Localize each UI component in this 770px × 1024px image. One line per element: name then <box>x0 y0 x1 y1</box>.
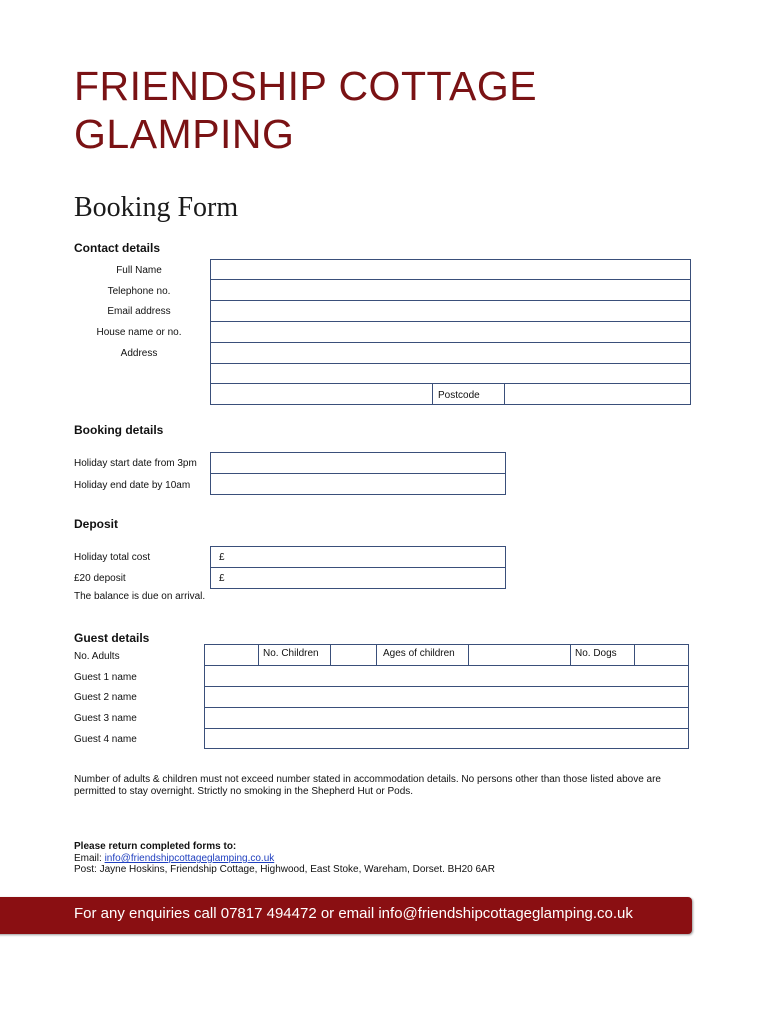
address-postcode-row <box>210 383 691 405</box>
email-field[interactable] <box>210 300 691 322</box>
guest-details-heading: Guest details <box>74 631 150 645</box>
return-email-link[interactable]: info@friendshipcottageglamping.co.uk <box>104 853 275 864</box>
guest-row-divider-3 <box>376 645 377 665</box>
page-title <box>74 62 674 158</box>
total-cost-currency: £ <box>219 552 225 563</box>
full-name-field[interactable] <box>210 259 691 280</box>
title-line-2: GLAMPING <box>74 111 295 157</box>
dogs-field[interactable] <box>635 645 688 665</box>
adults-label: No. Adults <box>74 651 120 662</box>
address-field-line-2[interactable] <box>210 363 691 384</box>
return-email-label: Email: <box>74 853 105 864</box>
occupancy-rules-note: Number of adults & children must not exceed number stated in accommodation details. No persons other than those listed above are permitted to stay overnight. Strictly no smoking in the Shepherd Hut or Pods. <box>74 774 661 797</box>
guest-3-field[interactable] <box>204 707 689 729</box>
deposit-amount-label: £20 deposit <box>74 573 126 584</box>
guest-1-label: Guest 1 name <box>74 672 137 683</box>
form-subtitle: Booking Form <box>74 192 239 223</box>
ages-label: Ages of children <box>383 648 455 659</box>
footer-enquiries-text: For any enquiries call 07817 494472 or email info@friendshipcottageglamping.co.uk <box>74 905 633 922</box>
contact-details-heading: Contact details <box>74 241 161 255</box>
guest-row-divider-1 <box>258 645 259 665</box>
start-date-label: Holiday start date from 3pm <box>74 458 197 469</box>
total-cost-label: Holiday total cost <box>74 552 151 563</box>
deposit-amount-field[interactable] <box>210 567 506 589</box>
deposit-currency: £ <box>219 573 225 584</box>
address-field-line-1[interactable] <box>210 342 691 364</box>
ages-field[interactable] <box>469 645 570 665</box>
address-label: Address <box>120 348 158 359</box>
return-heading: Please return completed forms to: <box>74 841 237 852</box>
end-date-label: Holiday end date by 10am <box>74 480 191 491</box>
full-name-label: Full Name <box>116 265 162 276</box>
email-label: Email address <box>107 306 171 317</box>
return-email-line <box>74 853 274 864</box>
house-field[interactable] <box>210 321 691 343</box>
guest-2-field[interactable] <box>204 686 689 708</box>
booking-details-heading: Booking details <box>74 423 164 437</box>
guest-counts-row <box>204 644 689 666</box>
balance-note: The balance is due on arrival. <box>74 591 206 602</box>
telephone-field[interactable] <box>210 279 691 301</box>
guest-4-field[interactable] <box>204 728 689 749</box>
end-date-field[interactable] <box>210 473 506 495</box>
guest-4-label: Guest 4 name <box>74 734 137 745</box>
guest-row-divider-5 <box>570 645 571 665</box>
telephone-label: Telephone no. <box>107 286 171 297</box>
title-line-1: FRIENDSHIP COTTAGE <box>74 63 538 109</box>
house-label: House name or no. <box>96 327 182 338</box>
return-post-address: Post: Jayne Hoskins, Friendship Cottage, Highwood, East Stoke, Wareham, Dorset. BH20 6AR <box>74 864 495 875</box>
address-field-line-3[interactable] <box>210 383 433 405</box>
adults-field[interactable] <box>205 645 258 665</box>
postcode-field[interactable] <box>505 384 691 404</box>
deposit-heading: Deposit <box>74 517 119 531</box>
guest-3-label: Guest 3 name <box>74 713 137 724</box>
dogs-label: No. Dogs <box>575 648 617 659</box>
start-date-field[interactable] <box>210 452 506 474</box>
guest-2-label: Guest 2 name <box>74 692 137 703</box>
children-field[interactable] <box>331 645 376 665</box>
postcode-label: Postcode <box>438 390 480 401</box>
guest-1-field[interactable] <box>204 665 689 687</box>
total-cost-field[interactable] <box>210 546 506 568</box>
children-label: No. Children <box>263 648 319 659</box>
